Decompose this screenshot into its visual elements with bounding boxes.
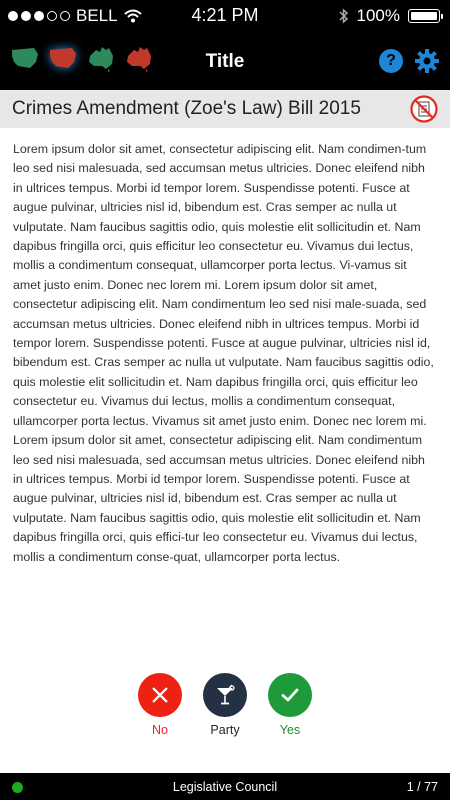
vote-no-label: No xyxy=(152,723,168,737)
bill-header xyxy=(0,90,450,128)
page-title: Title xyxy=(205,51,245,72)
status-bar xyxy=(0,0,450,32)
page-counter: 1 / 77 xyxy=(406,780,438,794)
carrier-name: BELL xyxy=(76,6,118,25)
app-header xyxy=(0,32,450,90)
chamber-name: Legislative Council xyxy=(172,780,278,794)
clock: 4:21 PM xyxy=(191,5,259,25)
vote-yes-label: Yes xyxy=(279,723,301,737)
help-button[interactable]: ? xyxy=(379,49,403,73)
battery-percent: 100% xyxy=(356,6,400,25)
close-icon[interactable] xyxy=(138,673,182,717)
footer-bar xyxy=(0,773,450,800)
no-document-icon[interactable] xyxy=(410,95,438,123)
vote-no-button[interactable] xyxy=(130,673,190,737)
battery-icon xyxy=(408,9,440,23)
gear-icon[interactable] xyxy=(414,48,440,74)
status-right xyxy=(339,6,440,26)
bill-title: Crimes Amendment (Zoe's Law) Bill 2015 xyxy=(12,98,361,119)
vote-yes-button[interactable] xyxy=(260,673,320,737)
checkmark-icon[interactable] xyxy=(268,673,312,717)
bill-description: Lorem ipsum dolor sit amet, consectetur adipiscing elit. Nam condimen-tum leo sed nisi malesuada, sed accumsan metus ultricies. Donec eleifend nibh in ultrices tempus. Morbi id tempor lorem. Suspendisse potenti. Fusce at augue pulvinar, ultricies nisl id, bibendum est. Cras semper ac nulla ut vulputate. Nam faucibus sagittis odio, quis molestie elit sollicitudin et. Nam dapibus fringilla orci, quis efficitur leo consectetur eu. Vivamus dui lectus, mollis a condimentum consequat, ullamcorper porta lectus. Vi-vamus sit amet justo enim. Donec nec lorem mi. Lorem ipsum dolor sit amet, consectetur adipiscing elit. Nam condimentum leo sed nisi male-suada, sed accumsan metus ultricies. Donec eleifend nibh in ultrices tempus. Morbi id tempor lorem. Suspendisse potenti. Fusce at augue pulvinar, ultricies nisl id, bibendum est. Cras semper ac nulla ut vulputate. Nam faucibus sagittis odio, quis molestie elit sollicitudin et. Nam dapibus fringilla orci, quis efficitur leo consectetur eu. Vivamus dui lectus, mollis a condimentum consequat, ullamcorper porta lectus. Vivamus sit amet justo enim. Donec nec lorem mi. Lorem ipsum dolor sit amet, consectetur adipiscing elit. Nam condimentum leo sed nisi malesuada, sed accumsan metus ultricies. Donec eleifend nibh in ultrices tempus. Morbi id tempor lorem. Suspendisse potenti. Fusce at augue pulvinar, ultricies nisl id, bibendum est. Cras semper ac nulla ut vulputate. Nam faucibus sagittis odio, quis molestie elit sollicitudin et. Nam dapibus fringilla orci, quis effici-tur leo consectetur eu. Vivamus dui lectus, mollis a condimentum conse-quat, ullamcorper porta lectus. xyxy=(13,142,434,564)
bill-detail xyxy=(0,90,450,773)
vote-actions xyxy=(0,673,450,743)
vote-party-button[interactable] xyxy=(195,673,255,737)
cocktail-icon[interactable] xyxy=(203,673,247,717)
bluetooth-icon xyxy=(339,8,349,24)
vote-party-label: Party xyxy=(210,723,240,737)
